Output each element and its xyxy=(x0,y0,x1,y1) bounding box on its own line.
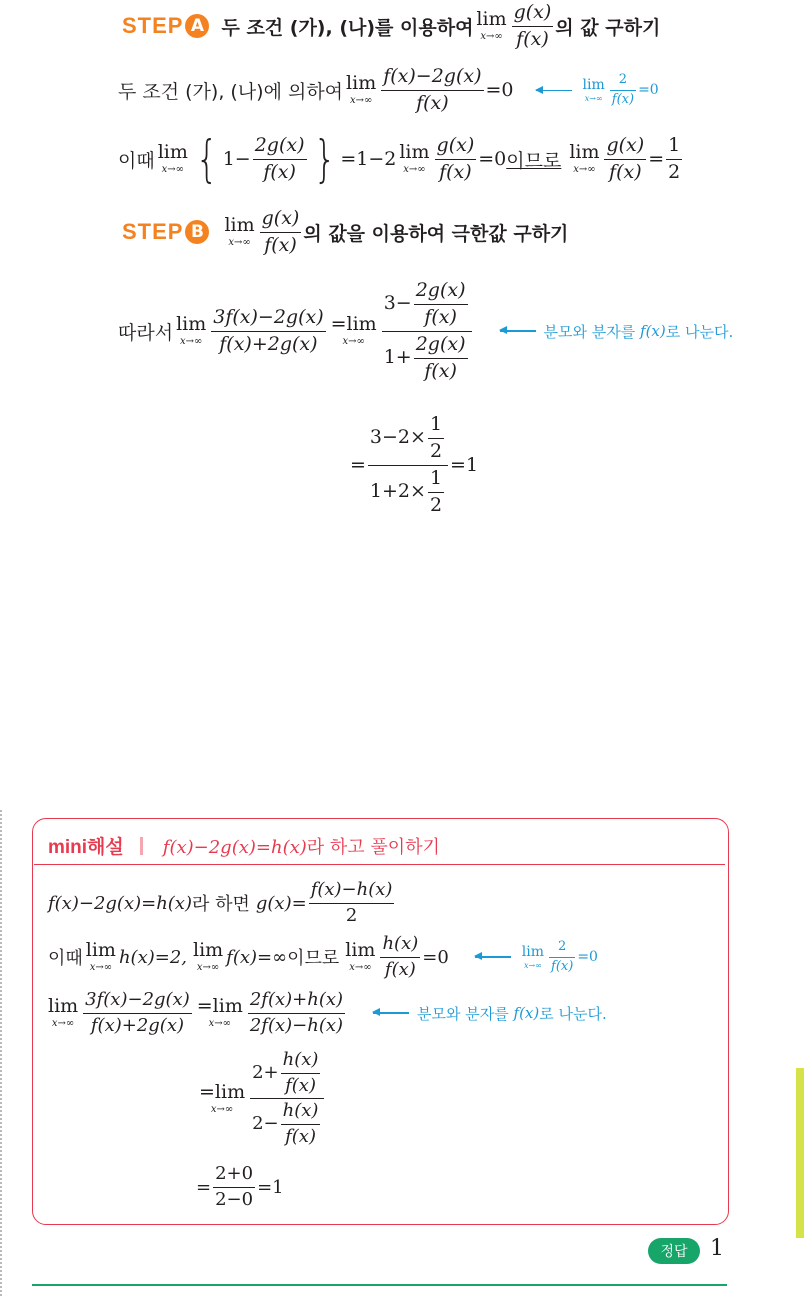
term: g(x)= xyxy=(255,892,307,914)
fraction: $\frac{3f(x)-2g(x)}{f(x)+2g(x)}$ xyxy=(213,305,324,355)
limit: lim x→∞ xyxy=(346,72,377,107)
right-brace: } xyxy=(313,130,336,188)
step-a-badge: A xyxy=(185,14,209,38)
equation-line-3 xyxy=(118,280,733,382)
limit: lim x→∞ xyxy=(48,995,79,1030)
note-arrow: lim x→∞ $\frac{2}{f(x)}$ =0 xyxy=(536,73,659,108)
fraction: $\frac{2g(x)}{f(x)}$ xyxy=(254,133,305,183)
line-text: 따라서 xyxy=(118,321,174,344)
equation-line-2 xyxy=(118,130,684,188)
equation-line-1 xyxy=(118,66,659,115)
equals: = xyxy=(648,148,665,170)
equals-zero: =0 xyxy=(422,946,449,968)
term: f(x)=∞ xyxy=(226,946,288,968)
limit: lim x→∞ xyxy=(476,8,507,43)
answer-badge: 정답 xyxy=(648,1238,700,1264)
fraction: $\frac{2+0}{2-0}$ xyxy=(215,1163,254,1210)
term: h(x)=2, xyxy=(118,946,187,968)
note-divide: 분모와 분자를 f(x) 로 나눈다. xyxy=(500,321,734,342)
mini-line-1 xyxy=(48,880,396,926)
compound-fraction: 2+ $\frac{h(x)}{f(x)}$ 2− $\frac{h(x)}{f(x)}$ xyxy=(250,1050,324,1148)
step-b-label: STEP xyxy=(122,219,184,245)
limit: lim x→∞ xyxy=(193,939,224,974)
limit: lim x→∞ xyxy=(85,939,116,974)
side-tab xyxy=(796,1068,804,1238)
equals: = xyxy=(196,1176,212,1198)
fraction: $\frac{g(x)}{f(x)}$ xyxy=(436,133,475,183)
limit: =lim x→∞ xyxy=(199,1080,246,1115)
limit: lim x→∞ xyxy=(157,141,188,175)
term: f(x)−2g(x)=h(x) xyxy=(48,892,192,914)
margin-dotted-line xyxy=(0,810,4,1296)
fraction: $\frac{3f(x)-2g(x)}{f(x)+2g(x)}$ xyxy=(85,989,190,1036)
line-text: 이므로 xyxy=(506,149,562,172)
note-divide: 분모와 분자를 f(x) 로 나눈다. xyxy=(373,1003,607,1024)
line-text: 두 조건 (가), (나)에 의하여 xyxy=(118,80,344,103)
mini-title-text: f(x)−2g(x)=h(x)라 하고 풀이하기 xyxy=(162,836,440,858)
limit: lim x→∞ xyxy=(345,939,376,974)
step-a-text: 두 조건 (가), (나)를 이용하여 xyxy=(221,16,474,39)
note-arrow: lim x→∞ $\frac{2}{f(x)}$ =0 xyxy=(475,940,598,975)
fraction: $\frac{h(x)}{f(x)}$ xyxy=(382,933,419,980)
line-text: 이때 xyxy=(48,948,83,970)
line-text: 이때 xyxy=(118,149,155,172)
fraction: $\frac{f(x)-2g(x)}{f(x)}$ xyxy=(383,65,482,114)
step-a-header xyxy=(122,2,660,51)
step-b-header xyxy=(122,208,568,257)
mini-line-5 xyxy=(196,1164,284,1210)
step-a-text-after: 의 값 구하기 xyxy=(555,16,661,39)
limit: =lim x→∞ xyxy=(196,995,243,1030)
compound-fraction: 3− $\frac{2g(x)}{f(x)}$ 1+ $\frac{2g(x)}{f(x)}$ xyxy=(382,280,472,382)
term: =1−2 xyxy=(340,148,397,170)
limit: =lim x→∞ xyxy=(330,313,377,348)
line-text: 이므로 xyxy=(287,948,340,970)
mini-line-2 xyxy=(48,934,598,980)
compound-fraction: 3−2× $\frac{1}{2}$ 1+2× $\frac{1}{2}$ xyxy=(368,414,448,516)
limit: lim x→∞ xyxy=(176,313,207,348)
line-text: 라 하면 xyxy=(191,894,250,916)
limit: lim x→∞ xyxy=(399,141,430,175)
mini-line-3 xyxy=(48,990,607,1036)
divider-bar xyxy=(140,837,143,855)
limit: lim x→∞ xyxy=(569,141,600,175)
fraction: $\frac{g(x)}{f(x)}$ xyxy=(513,1,552,50)
left-brace: { xyxy=(195,130,218,188)
fraction: $\frac{f(x)-h(x)}{2}$ xyxy=(310,879,393,926)
result: =1 xyxy=(450,454,479,477)
mini-label: mini해설 xyxy=(48,837,124,858)
equals: = xyxy=(350,454,366,477)
equation-line-4 xyxy=(350,414,478,516)
equals-zero: =0 xyxy=(478,148,507,170)
term: 1− xyxy=(222,148,251,170)
bottom-rule xyxy=(32,1284,727,1286)
limit: lim x→∞ xyxy=(224,214,255,249)
answer-value: 1 xyxy=(710,1236,724,1261)
equals-zero: =0 xyxy=(485,79,514,102)
fraction: $\frac{g(x)}{f(x)}$ xyxy=(606,133,645,183)
mini-line-4 xyxy=(196,1050,326,1148)
fraction: $\frac{2f(x)+h(x)}{2f(x)-h(x)}$ xyxy=(249,989,344,1036)
step-b-badge: B xyxy=(185,220,209,244)
fraction: $\frac{g(x)}{f(x)}$ xyxy=(261,207,300,256)
mini-solution-title xyxy=(48,832,440,859)
step-b-text: 의 값을 이용하여 극한값 구하기 xyxy=(303,222,569,245)
result: =1 xyxy=(257,1176,284,1198)
fraction-half: $\frac{1}{2}$ xyxy=(668,133,681,183)
step-a-label: STEP xyxy=(122,13,184,39)
